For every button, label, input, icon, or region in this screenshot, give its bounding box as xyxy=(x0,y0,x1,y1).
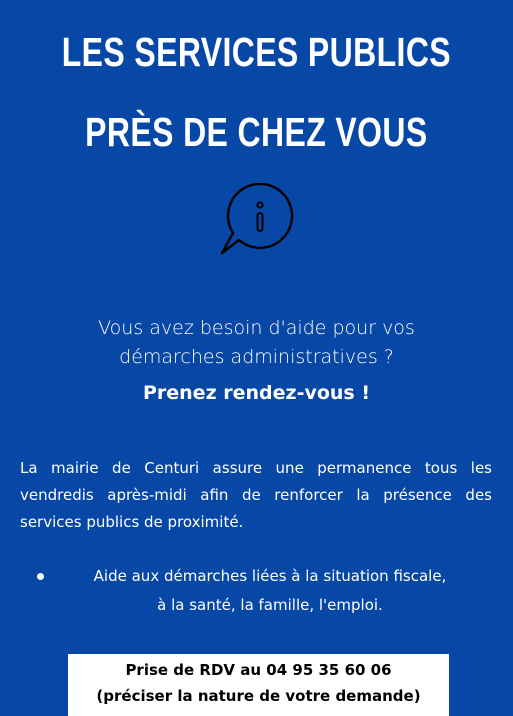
page-title-line-2: PRÈS DE CHEZ VOUS xyxy=(85,109,428,155)
bullet-item-line-2: à la santé, la famille, l'emploi. xyxy=(157,596,383,614)
bullet-dot-icon xyxy=(37,573,44,580)
info-speech-bubble-icon xyxy=(218,183,298,257)
bullet-item xyxy=(56,562,484,620)
contact-box xyxy=(68,654,449,716)
call-to-action-text: Prenez rendez-vous ! xyxy=(142,382,371,404)
contact-phone-text: Prise de RDV au 04 95 35 60 06 xyxy=(125,661,392,679)
page-title-line-1: LES SERVICES PUBLICS xyxy=(61,29,452,75)
permanence-paragraph: La mairie de Centuri assure une permanence tous les vendredis après-midi afin de renforcer la présence des services publics de proximité. xyxy=(20,459,492,531)
intro-text-line-1: Vous avez besoin d'aide pour vos xyxy=(98,317,415,339)
contact-note-text: (préciser la nature de votre demande) xyxy=(96,687,421,705)
bullet-item-line-1: Aide aux démarches liées à la situation fiscale, xyxy=(93,567,447,585)
intro-text-line-2: démarches administratives ? xyxy=(119,346,394,368)
